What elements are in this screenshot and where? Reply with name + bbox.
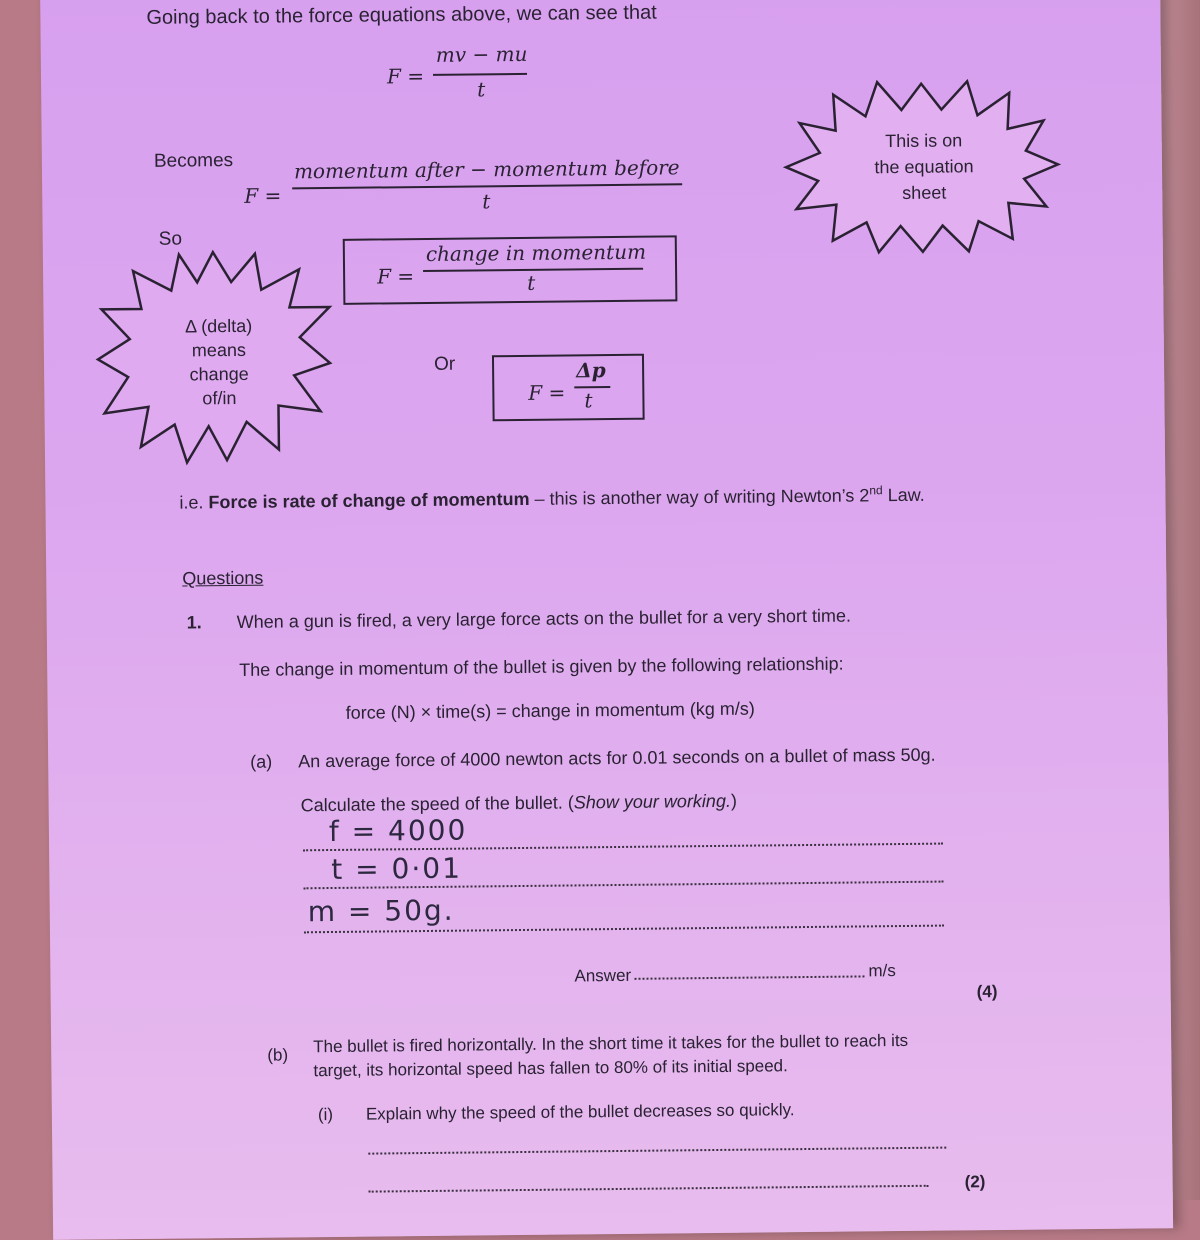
- answer-line-b2[interactable]: [369, 1185, 929, 1193]
- q1-line1: When a gun is fired, a very large force acts on the bullet for a very short time.: [236, 605, 852, 632]
- eq1-denominator: t: [477, 77, 486, 102]
- answer-line-b1[interactable]: [368, 1147, 946, 1155]
- summary-line: [179, 483, 925, 514]
- q1-number: 1.: [186, 612, 202, 633]
- intro-text: Going back to the force equations above, we can see that: [146, 1, 657, 29]
- becomes-label: Becomes: [153, 149, 234, 172]
- q1-line2: The change in momentum of the bullet is given by the following relationship:: [239, 653, 844, 680]
- marks-bi: (2): [964, 1172, 986, 1192]
- eq1-fraction-bar: [433, 73, 527, 76]
- eq1-lhs: F =: [386, 63, 425, 89]
- eq3-denominator: t: [527, 270, 536, 295]
- summary-sup: nd: [869, 483, 883, 498]
- eq3-lhs: F =: [376, 264, 415, 289]
- eq4-box: [492, 354, 645, 422]
- answer-unit: m/s: [868, 961, 896, 981]
- burst-right-line1: This is on: [885, 130, 963, 152]
- burst-left-line1: Δ (delta): [185, 315, 253, 337]
- q1a-label: (a): [250, 751, 273, 772]
- eq1-numerator: mv − mu: [435, 41, 528, 67]
- so-label: So: [158, 228, 183, 250]
- eq2-denominator: t: [482, 189, 491, 214]
- questions-heading: Questions: [182, 567, 264, 589]
- summary-rest: – this is another way of writing Newton’s 2: [529, 485, 870, 509]
- q1bi-label: (i): [317, 1104, 334, 1125]
- summary-bold: Force is rate of change of momentum: [208, 488, 530, 513]
- burst-right-line2: the equation: [874, 156, 974, 178]
- marks-a: (4): [976, 982, 998, 1002]
- or-label: Or: [433, 353, 456, 375]
- q1a-text: An average force of 4000 newton acts for 0.01 seconds on a bullet of mass 50g.: [298, 744, 936, 772]
- q1a-instruction: [301, 791, 737, 817]
- eq4-numerator: Δp: [575, 358, 606, 383]
- q1b-text2: target, its horizontal speed has fallen to 80% of its initial speed.: [313, 1056, 788, 1081]
- q1a-instruction-post: ): [730, 790, 738, 811]
- summary-prefix: i.e.: [179, 492, 209, 513]
- burst-left-line2: means: [191, 339, 247, 361]
- eq2-numerator: momentum after − momentum before: [293, 155, 680, 184]
- eq3-numerator: change in momentum: [425, 239, 647, 266]
- eq4-denominator: t: [584, 388, 593, 413]
- handwritten-working-1: f = 4000: [328, 813, 468, 849]
- q1b-text1: The bullet is fired horizontally. In the short time it takes for the bullet to reach its: [313, 1030, 909, 1057]
- summary-end: Law.: [882, 484, 925, 506]
- q1a-instruction-italic: Show your working.: [573, 790, 732, 813]
- eq4-lhs: F =: [528, 380, 566, 405]
- q1bi-text: Explain why the speed of the bullet decreases so quickly.: [365, 1100, 795, 1124]
- q1-relation: force (N) × time(s) = change in momentum (kg m/s): [345, 698, 755, 723]
- worksheet-page: [40, 0, 1173, 1240]
- handwritten-working-2: t = 0·01: [331, 851, 463, 886]
- q1b-label: (b): [267, 1045, 289, 1065]
- eq2-lhs: F =: [244, 183, 282, 208]
- burst-left-line3: change: [189, 363, 249, 385]
- q1a-instruction-pre: Calculate the speed of the bullet. (: [300, 792, 574, 816]
- answer-field[interactable]: [634, 975, 864, 979]
- handwritten-working-3: m = 50g.: [307, 893, 455, 929]
- burst-right-line3: sheet: [902, 182, 947, 203]
- answer-label: Answer: [574, 965, 632, 986]
- burst-left-line4: of/in: [202, 387, 237, 409]
